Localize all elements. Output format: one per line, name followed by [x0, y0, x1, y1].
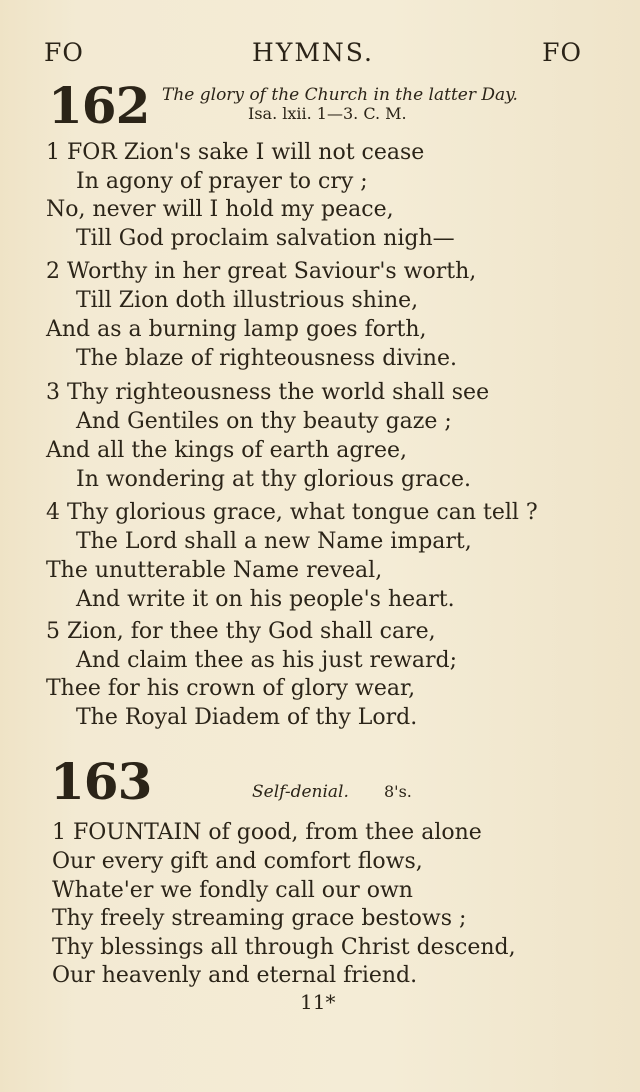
hymn-line: The unutterable Name reveal,	[46, 558, 383, 583]
header-left-catchword: FO	[44, 38, 84, 67]
hymn-line: 1 FOUNTAIN of good, from thee alone	[52, 820, 482, 845]
header-title: HYMNS.	[252, 38, 374, 67]
hymn-line: No, never will I hold my peace,	[46, 197, 394, 222]
hymn-line: Thy freely streaming grace bestows ;	[52, 906, 467, 931]
header-right-catchword: FO	[542, 38, 582, 67]
hymn-title: Self-denial.	[252, 782, 349, 802]
hymn-line: In agony of prayer to cry ;	[76, 169, 368, 194]
hymn-line: 1 FOR Zion's sake I will not cease	[46, 140, 425, 165]
hymn-line: Till Zion doth illustrious shine,	[76, 288, 419, 313]
hymn-title: The glory of the Church in the latter Day.	[162, 85, 518, 105]
hymn-meter: 8's.	[384, 782, 412, 801]
hymn-line: Whate'er we fondly call our own	[52, 878, 413, 903]
hymn-line: Till God proclaim salvation nigh—	[76, 226, 455, 251]
hymn-line: Our heavenly and eternal friend.	[52, 963, 418, 988]
hymn-line: 5 Zion, for thee thy God shall care,	[46, 619, 436, 644]
hymn-line: Our every gift and comfort flows,	[52, 849, 423, 874]
hymn-line: 4 Thy glorious grace, what tongue can tell ?	[46, 500, 538, 525]
hymn-line: Thee for his crown of glory wear,	[46, 676, 416, 701]
signature-mark: 11*	[300, 990, 336, 1014]
hymn-line: And as a burning lamp goes forth,	[46, 317, 427, 342]
hymn-line: And all the kings of earth agree,	[46, 438, 408, 463]
hymn-line: And Gentiles on thy beauty gaze ;	[76, 409, 452, 434]
hymn-line: And write it on his people's heart.	[76, 587, 455, 612]
hymn-line: And claim thee as his just reward;	[76, 648, 458, 673]
hymn-line: In wondering at thy glorious grace.	[76, 467, 472, 492]
hymn-line: The Lord shall a new Name impart,	[76, 529, 472, 554]
hymn-line: 3 Thy righteousness the world shall see	[46, 380, 490, 405]
hymn-line: 2 Worthy in her great Saviour's worth,	[46, 259, 477, 284]
hymn-number: 163	[50, 752, 152, 811]
hymn-number: 162	[48, 76, 150, 135]
hymn-scripture-meter: Isa. lxii. 1—3. C. M.	[248, 104, 407, 123]
hymn-line: The Royal Diadem of thy Lord.	[76, 705, 418, 730]
running-header	[44, 38, 582, 70]
hymn-line: The blaze of righteousness divine.	[76, 346, 457, 371]
hymn-line: Thy blessings all through Christ descend,	[52, 935, 516, 960]
